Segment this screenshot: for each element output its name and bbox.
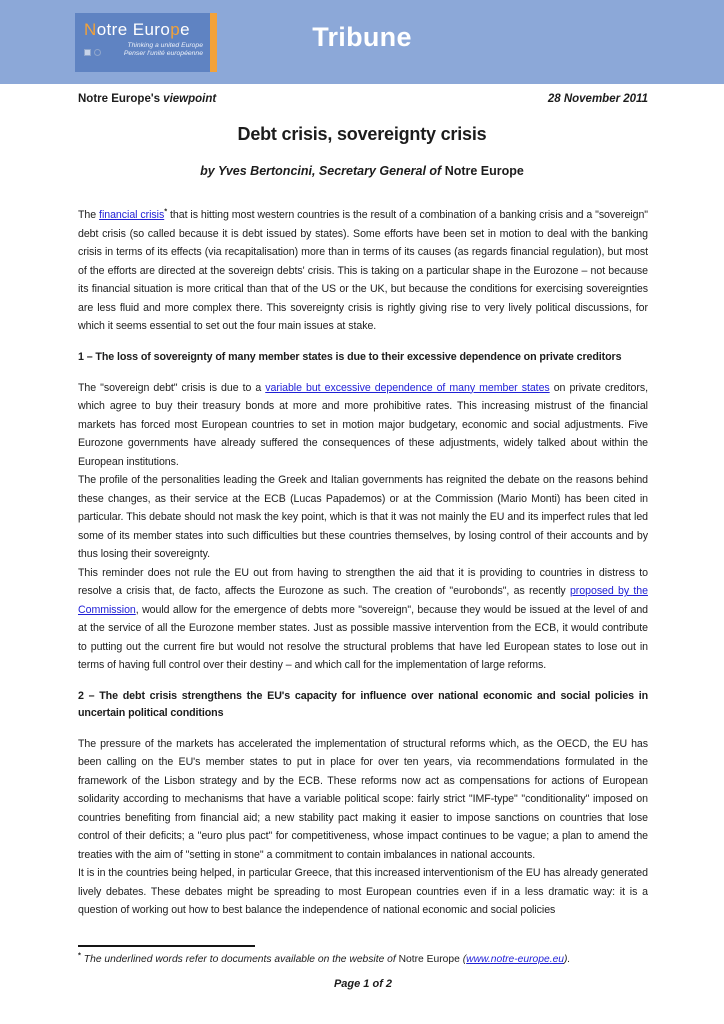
byline	[0, 164, 724, 178]
page-footer	[0, 939, 724, 1024]
footnote	[78, 952, 648, 967]
logo-letter-n: N	[84, 20, 97, 39]
header-banner	[0, 0, 724, 84]
footnote-text: The underlined words refer to documents available on the website of	[83, 954, 399, 965]
paragraph-reminder	[78, 564, 648, 675]
paragraph-intro	[78, 206, 648, 336]
page-number: Page 1 of 2	[333, 978, 393, 990]
paragraph-text: The	[78, 209, 100, 222]
paragraph-countries-helped: It is in the countries being helped, in particular Greece, that this increased interventionism of the EU has already generated lively debates. These debates might be spreading to most European countries even if in a less dramatic way: it is a question of working out how to best balance the independence of national economic and social policies	[78, 867, 648, 917]
footnote-marker: *	[164, 206, 168, 216]
paragraph-market-pressure: The pressure of the markets has accelerated the implementation of structural reforms which, as the OECD, the EU has been calling on the EU's member states to put in place for over ten years, via recommendations formulated in the framework of the Lisbon strategy and by the ECB. These reforms now act as compensations for actions of European solidarity according to mechanisms that have a variable political scope: fairly strict "IMF-type" "conditionality" imposed on countries benefiting from financial aid; a new stability pact making it easier to impose sanctions on countries that lose control of their deficits; a "euro plus pact" for competitiveness, whose impact continues to be vague; a plan to amend the treaties with the aim of "setting in stone" a commitment to contain imbalances in national accounts.	[78, 737, 648, 861]
page-title: Debt crisis, sovereignty crisis	[237, 124, 487, 144]
byline-text: by Yves Bertoncini, Secretary General of	[200, 164, 445, 179]
document-type-title: Tribune	[312, 22, 412, 52]
financial-crisis-link[interactable]: financial crisis	[99, 209, 165, 222]
footnote-paren-close: ).	[564, 954, 571, 965]
viewpoint-label	[78, 93, 216, 105]
footnote-brand: Notre Europe	[398, 954, 460, 965]
logo-tagline-en: Thinking a united Europe	[127, 42, 203, 49]
dependence-link[interactable]: variable but excessive dependence of many member states	[265, 381, 550, 394]
paragraph-text: This reminder does not rule the EU out from having to strengthen the aid that it is providing to countries in distress to resolve a crisis that, de facto, affects the Eurozone as such. The creation of "eurobonds", as recently	[78, 566, 648, 598]
logo-text-mid: otre Euro	[96, 20, 171, 39]
section-2-heading: 2 – The debt crisis strengthens the EU's capacity for influence over national economic and social policies in uncertain political conditions	[78, 689, 648, 719]
meta-row	[0, 84, 724, 105]
footnote-marker: *	[78, 950, 81, 960]
viewpoint-label-word: viewpoint	[163, 93, 217, 105]
paragraph-profile: The profile of the personalities leading the Greek and Italian governments has reignited the debate on the reasons behind these changes, as their service at the ECB (Lucas Papademos) or at the Commission (Mario Monti) has been cited in particular. This debate should not mask the key point, which is that it was not mainly the EU and its imperfect rules that led some of its member states into such difficulties but these countries themselves, by losing control of their accounts and by thus losing their sovereignty.	[78, 474, 648, 561]
website-link[interactable]: www.notre-europe.eu	[466, 954, 565, 965]
paragraph-sovereign-debt	[78, 379, 648, 472]
paragraph-text: that is hitting most western countries is the result of a combination of a banking crisis and a "sovereign" debt crisis (so called because it is debt issued by states). Some efforts have been set in motion to deal with the banking crisis in terms of its effects (via recapitalisation) more than in terms of its causes (as regards financial regulation), but most of the efforts are directed at the sovereign debts' crisis. This is taking on a particular shape in the Eurozone – not because its financial situation is more critical than that of the US or the UK, but because the conditions for exercising sovereignties are less fluid and more complex there. This sovereignty crisis is rightly giving rise to very lively political discussions, for which it seems essential to set out the four main issues at stake.	[78, 209, 649, 333]
logo-letter-e: e	[180, 20, 190, 39]
footnote-paren-open: (	[459, 954, 467, 965]
paragraph-text: on private creditors, which agree to buy their treasury bonds at more and more prohibitive rates. This increasing mistrust of the financial markets has forced most European countries to set in motion major budgetary, economic and social adjustments. Five Eurozone governments have already suffered the consequences of these adjustments, widely talked about within the European institutions.	[78, 381, 648, 468]
byline-brand: Notre Europe	[444, 164, 524, 179]
footnote-divider	[78, 945, 255, 947]
article-body	[0, 206, 724, 939]
paragraph-text: , would allow for the emergence of debts more "sovereign", because they would be issued at the level of and at the service of all the Eurozone member states. Just as possible massive intervention from the ECB, it would contribute to putting out the current fire but would not resolve the structural problems that have led European states to lose out in terms of having full control over their destiny – and which call for the implementation of large reforms.	[78, 603, 648, 672]
viewpoint-label-brand: Notre Europe's	[78, 93, 164, 105]
paragraph-text: The "sovereign debt" crisis is due to a	[78, 381, 266, 394]
date-label: 28 November 2011	[547, 93, 648, 105]
section-1-heading: 1 – The loss of sovereignty of many member states is due to their excessive dependence on private creditors	[78, 350, 622, 363]
commission-proposal-link[interactable]: proposed by the Commission	[78, 585, 648, 616]
logo-tagline-fr: Penser l'unité européenne	[123, 50, 203, 58]
logo-letter-p: p	[170, 20, 181, 39]
